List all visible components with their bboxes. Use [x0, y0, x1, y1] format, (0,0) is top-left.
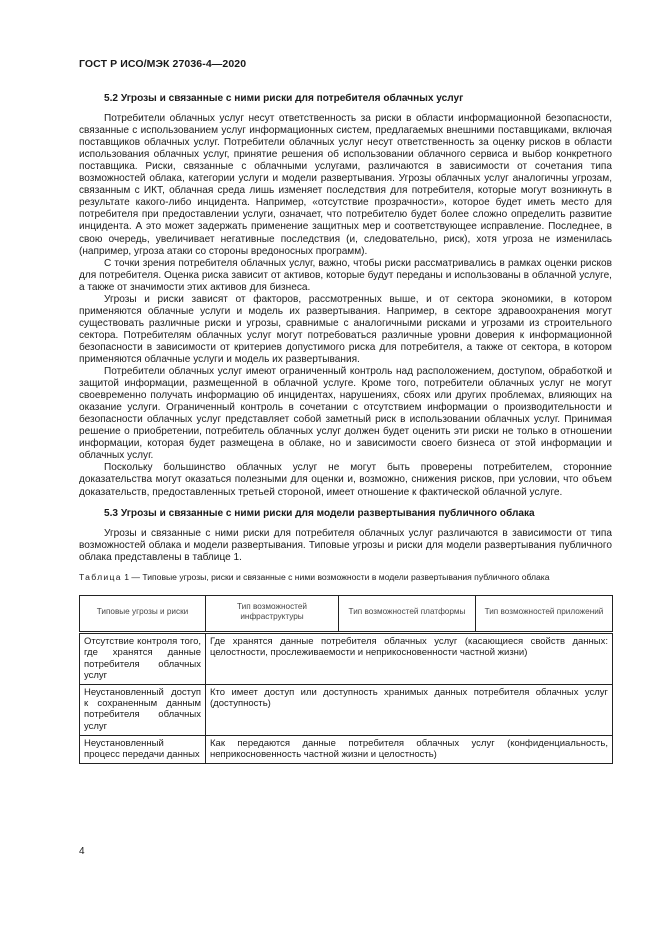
section-5-3-heading: 5.3 Угрозы и связанные с ними риски для модели развертывания публичного облака: [104, 507, 535, 519]
column-header-platform: Тип возможностей платформы: [339, 596, 476, 633]
threats-table: [79, 595, 613, 764]
page-number: 4: [79, 846, 85, 857]
table-caption: [79, 572, 612, 583]
threat-cell: Отсутствие контроля того, где хранятся данные потребителя облачных услуг: [80, 633, 206, 685]
description-cell: Кто имеет доступ или доступность хранимых данных потребителя облачных услуг (доступность): [206, 685, 613, 736]
description-cell: Где хранятся данные потребителя облачных услуг (касающиеся свойств данных: целостности, прослеживаемости и неприкосновенности частной жизни): [206, 633, 613, 685]
paragraph: Поскольку большинство облачных услуг не могут быть проверены потребителем, сторонние доказательства могут оказаться полезными для оценки и, возможно, снижения рисков, при условии, что объем доказательств, предоставленных третьей стороной, имеет отношение к фактической облачной услуге.: [79, 462, 612, 498]
paragraph: Угрозы и связанные с ними риски для потребителя облачных услуг различаются в зависимости от типа возможностей облака и модели развертывания. Типовые угрозы и риски для модели развертывания публичного облака представлены в таблице 1.: [79, 527, 612, 563]
threat-cell: Неустановленный процесс передачи данных: [80, 735, 206, 763]
paragraph: С точки зрения потребителя облачных услуг, важно, чтобы риски рассматривались в рамках оценки рисков для потребителя. Оценка риска зависит от активов, которые будут переданы и использованы в облачной услуге, а также от значимости этих активов для бизнеса.: [79, 257, 612, 293]
table-caption-text: 1 — Типовые угрозы, риски и связанные с ними возможности в модели развертывания публичного облака: [124, 571, 550, 582]
paragraph: Потребители облачных услуг имеют ограниченный контроль над расположением, доступом, обработкой и защитой информации, размещенной в облачной услуге. Кроме того, потребители облачных услуг не могут своевременно получать информацию об инцидентах, нарушениях, сбоях или других проблемах, влияющих на оказание услуги. Ограниченный контроль в сочетании с отсутствием информации о производительности и безопасности облачных услуг представляет собой заметный риск в использовании облачных услуг. Принимая решение о приобретении, потребитель облачных услуг должен будет оценить эти риски не только в отношении информации, которая будет размещена в облаке, но и зависимости своего бизнеса от этой информации и облачных услуг.: [79, 366, 612, 462]
table-row: [80, 633, 613, 685]
column-header-infrastructure: Тип возможностей инфраструктуры: [206, 596, 339, 633]
document-header: ГОСТ Р ИСО/МЭК 27036-4—2020: [79, 58, 247, 70]
table-row: [80, 685, 613, 736]
paragraph: Потребители облачных услуг несут ответственность за риски в области информационной безопасности, связанные с использованием услуг информационных систем, предлагаемых внешними поставщиками, включая поставщиков облачных услуг. Потребители облачных услуг несут ответственность за оценку рисков в области использования облачных услуг, принятие решения об использовании облачного сервиса и выбор конкретного поставщика. Риски, связанные с облачными услугами, различаются в зависимости от сочетания типа возможностей облака, категории услуги и модели развертывания. Угрозы облачных услуг аналогичны угрозам, связанным с ИКТ, облачная среда лишь изменяет последствия для потребителя, которые могут возникнуть в результате какого-либо инцидента. Например, «отсутствие прозрачности», которое будет иметь место для потребителя при предоставлении услуги, означает, что потребителю будет более сложно определить развитие инцидента. А это может задержать применение защитных мер и соответствующее исправление. Последнее, в свою очередь, увеличивает негативные последствия (и, следовательно, риск), хотя угроза не изменилась (например, угроза атаки со стороны вредоносных программ).: [79, 113, 612, 257]
table-row: [80, 735, 613, 763]
threat-cell: Неустановленный доступ к сохраненным данным потребителя облачных услуг: [80, 685, 206, 736]
column-header-threats: Типовые угрозы и риски: [80, 596, 206, 633]
table-caption-label: Таблица: [79, 571, 122, 582]
section-5-2-heading: 5.2 Угрозы и связанные с ними риски для потребителя облачных услуг: [104, 93, 464, 104]
table-header-row: [80, 596, 613, 633]
paragraph: Угрозы и риски зависят от факторов, рассмотренных выше, и от сектора экономики, в котором применяются облачные услуги и модель их развертывания. Например, в секторе здравоохранения могут существовать различные риски и угрозы, сравнимые с аналогичными рисками и угрозами из строительного сектора. Потребителям облачных услуг могут потребоваться различные уровни доверия к информационной безопасности в зависимости от критериев допустимого риска для потребителя, а также от сектора, в котором применяются облачные услуги и модель их развертывания.: [79, 293, 612, 365]
column-header-applications: Тип возможностей приложений: [476, 596, 613, 633]
page-body: [79, 93, 612, 764]
description-cell: Как передаются данные потребителя облачных услуг (конфиденциальность, неприкосновенность частной жизни и целостность): [206, 735, 613, 763]
